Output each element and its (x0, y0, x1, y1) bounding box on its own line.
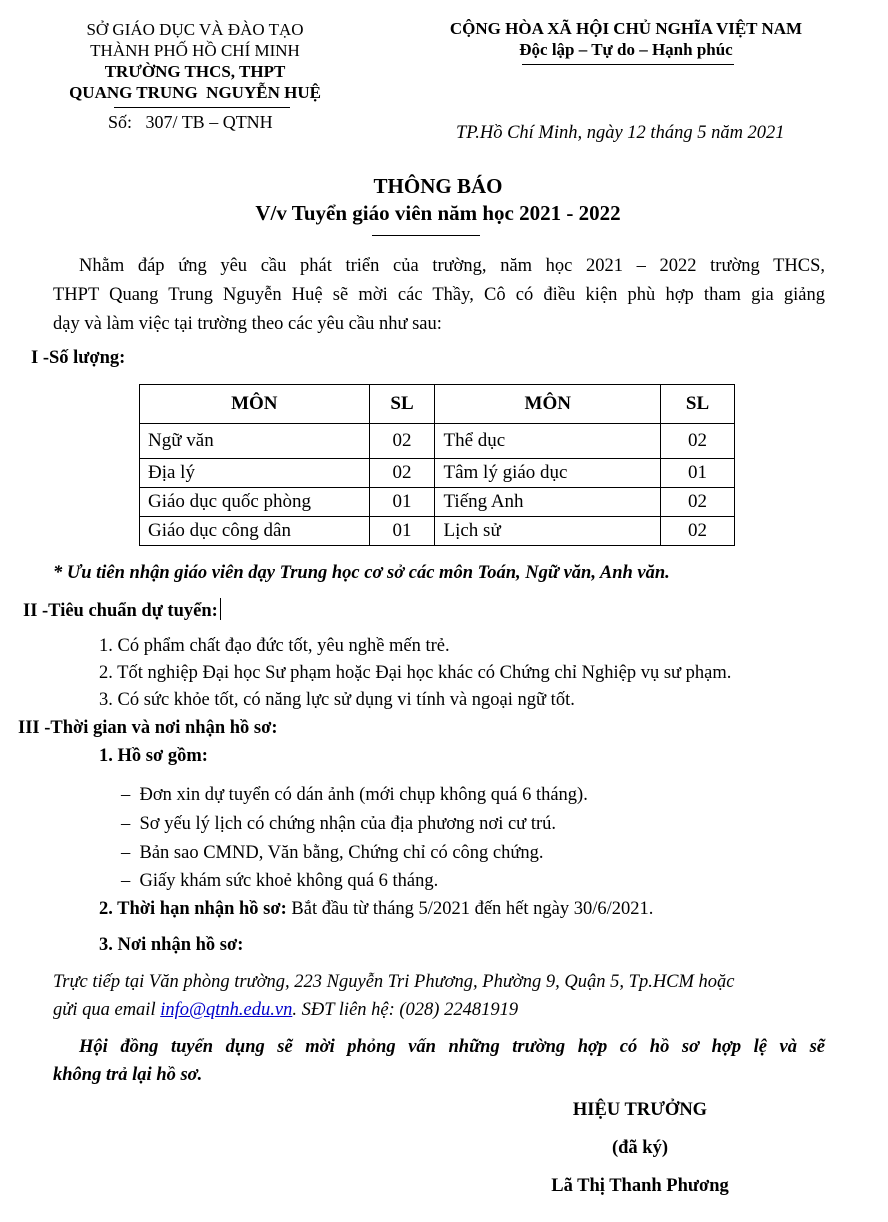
school-name-line1: TRƯỜNG THCS, THPT (104, 62, 286, 81)
document-item: – Giấy khám sức khoẻ không quá 6 tháng. (121, 871, 439, 891)
closing-line-1: Hội đồng tuyển dụng sẽ mời phỏng vấn những trường hợp có hồ sơ hợp lệ và sẽ (79, 1037, 825, 1057)
documents-heading: 1. Hồ sơ gồm: (99, 746, 208, 766)
email-link[interactable]: info@qtnh.edu.vn (160, 1000, 293, 1020)
document-item: – Đơn xin dự tuyển có dán ảnh (mới chụp không quá 6 tháng). (121, 785, 588, 805)
column-header-subject: MÔN (140, 385, 370, 424)
notice-subject: V/v Tuyển giáo viên năm học 2021 - 2022 (255, 201, 621, 225)
header-left-divider (114, 107, 290, 108)
intro-line-3: dạy và làm việc tại trường theo các yêu cầu như sau: (53, 314, 442, 334)
title-divider (372, 235, 480, 236)
subject-cell: Giáo dục công dân (140, 517, 370, 546)
deadline-text: Bắt đầu từ tháng 5/2021 đến hết ngày 30/6/2021. (286, 899, 654, 919)
quantity-cell: 02 (369, 459, 435, 488)
subject-cell: Tiếng Anh (435, 488, 661, 517)
subject-cell: Giáo dục quốc phòng (140, 488, 370, 517)
intro-line-1: Nhằm đáp ứng yêu cầu phát triển của trường, năm học 2021 – 2022 trường THCS, (79, 256, 825, 276)
email-prefix: gửi qua email (53, 1000, 161, 1020)
quantity-cell: 01 (369, 517, 435, 546)
section-2-heading (23, 598, 221, 622)
table-row (140, 488, 735, 517)
criteria-item: 2. Tốt nghiệp Đại học Sư phạm hoặc Đại học khác có Chứng chỉ Nghiệp vụ sư phạm. (99, 663, 732, 683)
table-row (140, 517, 735, 546)
deadline-label: 2. Thời hạn nhận hồ sơ: (99, 899, 287, 919)
criteria-item: 1. Có phẩm chất đạo đức tốt, yêu nghề mến trẻ. (99, 636, 450, 656)
quantity-cell: 02 (661, 517, 735, 546)
issue-date: TP.Hồ Chí Minh, ngày 12 tháng 5 năm 2021 (456, 123, 785, 143)
quantity-cell: 01 (369, 488, 435, 517)
quantity-cell: 02 (661, 424, 735, 459)
intro-line-2: THPT Quang Trung Nguyễn Huệ sẽ mời các Thầy, Cô có điều kiện phù hợp tham gia giảng (53, 285, 825, 305)
column-header-subject: MÔN (435, 385, 661, 424)
document-item: – Bản sao CMND, Văn bằng, Chứng chỉ có công chứng. (121, 843, 544, 863)
quantity-cell: 02 (369, 424, 435, 459)
criteria-item: 3. Có sức khỏe tốt, có năng lực sử dụng vi tính và ngoại ngữ tốt. (99, 690, 575, 710)
phone-contact: . SĐT liên hệ: (028) 22481919 (292, 1000, 519, 1020)
section-1-heading: I -Số lượng: (31, 348, 126, 368)
signed-mark: (đã ký) (611, 1138, 669, 1158)
column-header-quantity: SL (661, 385, 735, 424)
table-header-row (140, 385, 735, 424)
subject-cell: Thể dục (435, 424, 661, 459)
school-name-line2: QUANG TRUNG NGUYỄN HUỆ (69, 83, 321, 102)
document-number: Số: 307/ TB – QTNH (108, 112, 273, 132)
table-row (140, 459, 735, 488)
header-left-block (60, 19, 330, 103)
text-cursor (220, 598, 221, 620)
column-header-quantity: SL (369, 385, 435, 424)
nation-motto: Độc lập – Tự do – Hạnh phúc (519, 40, 733, 59)
quantity-table (139, 384, 735, 546)
section-2-heading-text: II -Tiêu chuẩn dự tuyển: (23, 601, 218, 621)
document-item: – Sơ yếu lý lịch có chứng nhận của địa phương nơi cư trú. (121, 814, 556, 834)
table-row (140, 424, 735, 459)
city-name: THÀNH PHỐ HỒ CHÍ MINH (90, 41, 300, 60)
priority-note: * Ưu tiên nhận giáo viên dạy Trung học cơ sở các môn Toán, Ngữ văn, Anh văn. (53, 563, 670, 583)
subject-cell: Lịch sử (435, 517, 661, 546)
submission-place-line-2 (53, 1000, 518, 1021)
quantity-cell: 02 (661, 488, 735, 517)
quantity-cell: 01 (661, 459, 735, 488)
section-3-heading: III -Thời gian và nơi nhận hồ sơ: (18, 718, 278, 738)
closing-line-2: không trả lại hồ sơ. (53, 1065, 203, 1085)
submission-place-heading: 3. Nơi nhận hồ sơ: (99, 935, 244, 955)
subject-cell: Ngữ văn (140, 424, 370, 459)
subject-cell: Tâm lý giáo dục (435, 459, 661, 488)
deadline-line (99, 899, 653, 920)
signatory-name: Lã Thị Thanh Phương (551, 1176, 729, 1196)
nation-title: CỘNG HÒA XÃ HỘI CHỦ NGHĨA VIỆT NAM (449, 19, 803, 38)
submission-place-line-1: Trực tiếp tại Văn phòng trường, 223 Nguyễn Tri Phương, Phường 9, Quận 5, Tp.HCM hoặc (53, 972, 735, 992)
notice-title: THÔNG BÁO (373, 174, 503, 198)
subject-cell: Địa lý (140, 459, 370, 488)
header-right-divider (522, 64, 734, 65)
signatory-title: HIỆU TRƯỞNG (572, 1100, 708, 1120)
agency-name: SỞ GIÁO DỤC VÀ ĐÀO TẠO (86, 20, 304, 39)
